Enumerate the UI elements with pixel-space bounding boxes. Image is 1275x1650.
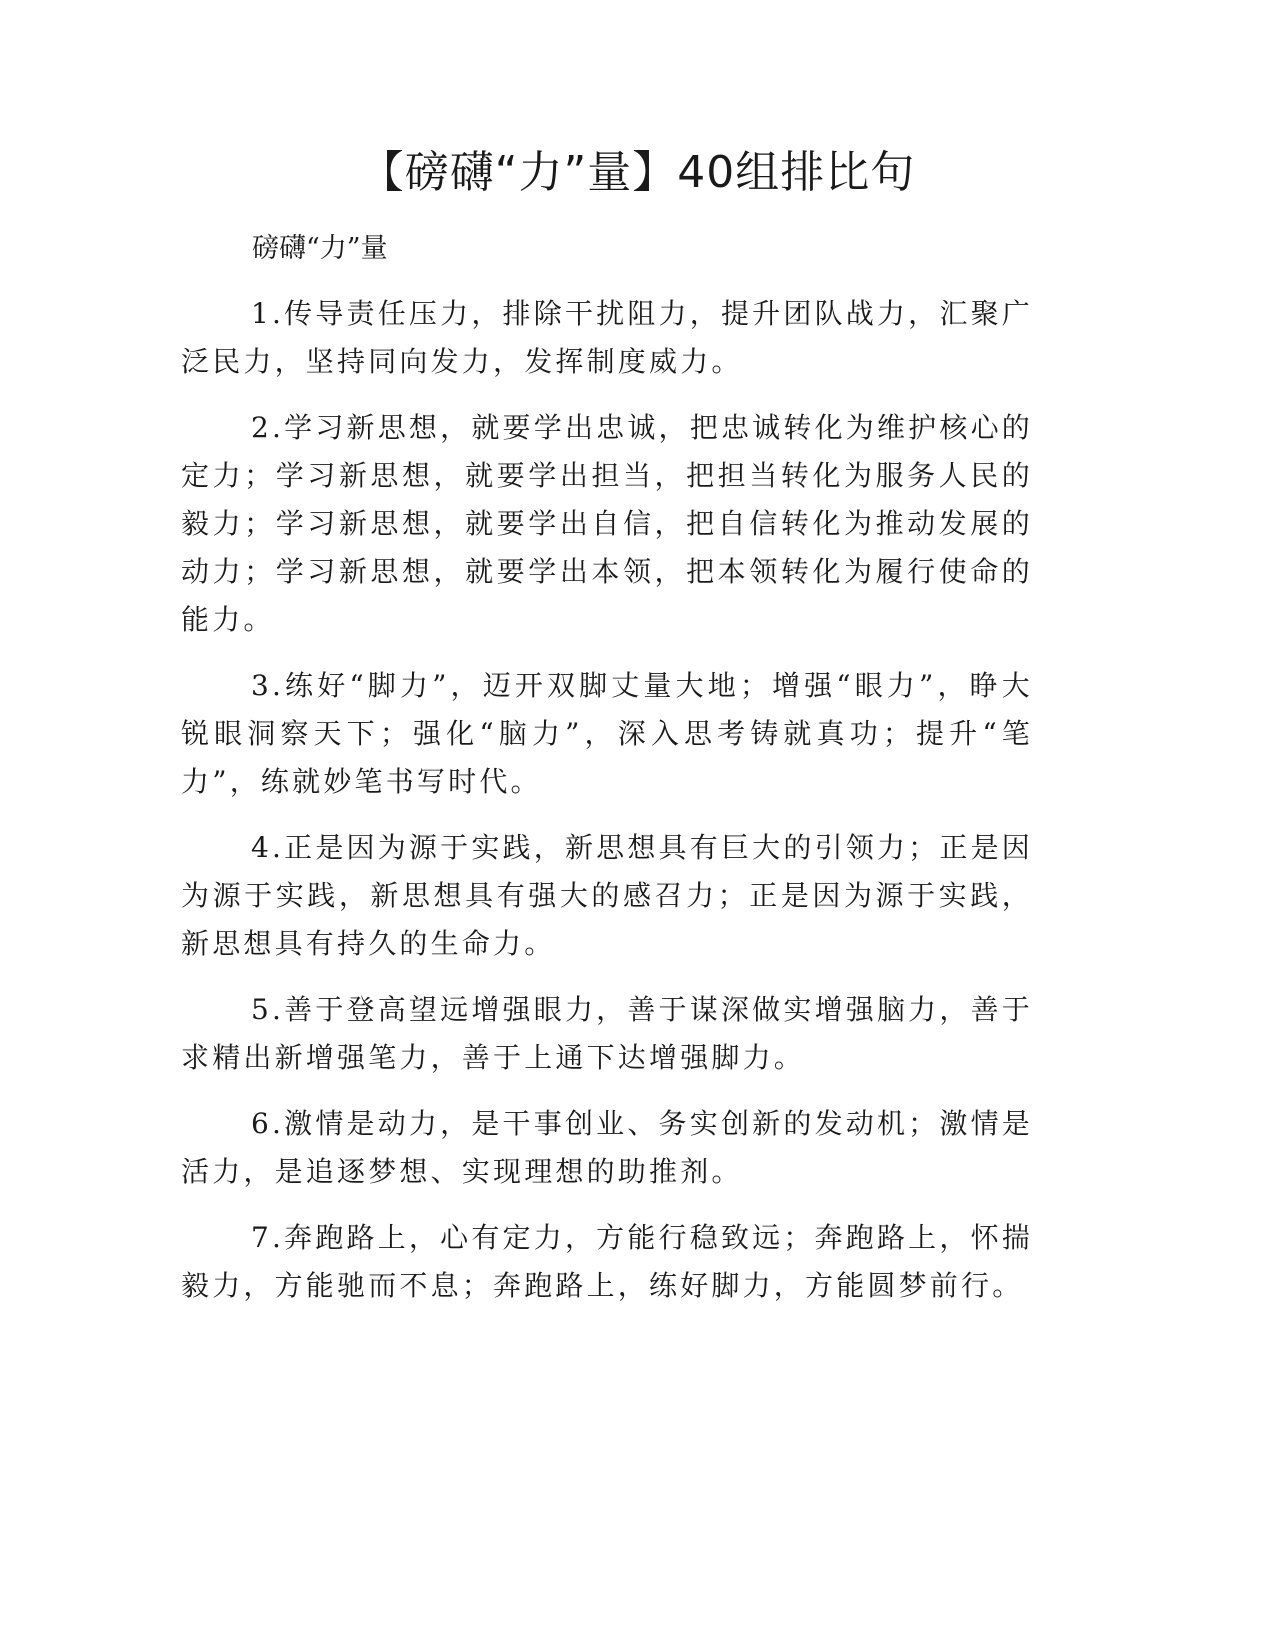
paragraph-6: 6.激情是动力，是干事创业、务实创新的发动机；激情是活力，是追逐梦想、实现理想的助推剂。 <box>181 1107 1033 1188</box>
paragraph-4: 4.正是因为源于实践，新思想具有巨大的引领力；正是因为源于实践，新思想具有强大的感召力；正是因为源于实践，新思想具有持久的生命力。 <box>181 831 1033 960</box>
document-title: 【磅礴“力”量】40组排比句 <box>359 147 916 198</box>
paragraph-2: 2.学习新思想，就要学出忠诚，把忠诚转化为维护核心的定力；学习新思想，就要学出担当，把担当转化为服务人民的毅力；学习新思想，就要学出自信，把自信转化为推动发展的动力；学习新思想，就要学出本领，把本领转化为履行使命的能力。 <box>181 411 1033 636</box>
paragraph-5: 5.善于登高望远增强眼力，善于谋深做实增强脑力，善于求精出新增强笔力，善于上通下达增强脚力。 <box>181 993 1033 1074</box>
document-body <box>181 290 1033 1328</box>
paragraph-7: 7.奔跑路上，心有定力，方能行稳致远；奔跑路上，怀揣毅力，方能驰而不息；奔跑路上，练好脚力，方能圆梦前行。 <box>181 1221 1033 1302</box>
paragraph-1: 1.传导责任压力，排除干扰阻力，提升团队战力，汇聚广泛民力，坚持同向发力，发挥制度威力。 <box>181 297 1033 378</box>
paragraph-3: 3.练好“脚力”，迈开双脚丈量大地；增强“眼力”，睁大锐眼洞察天下；强化“脑力”，深入思考铸就真功；提升“笔力”，练就妙笔书写时代。 <box>181 669 1033 798</box>
document-subtitle: 磅礴“力”量 <box>252 233 388 264</box>
